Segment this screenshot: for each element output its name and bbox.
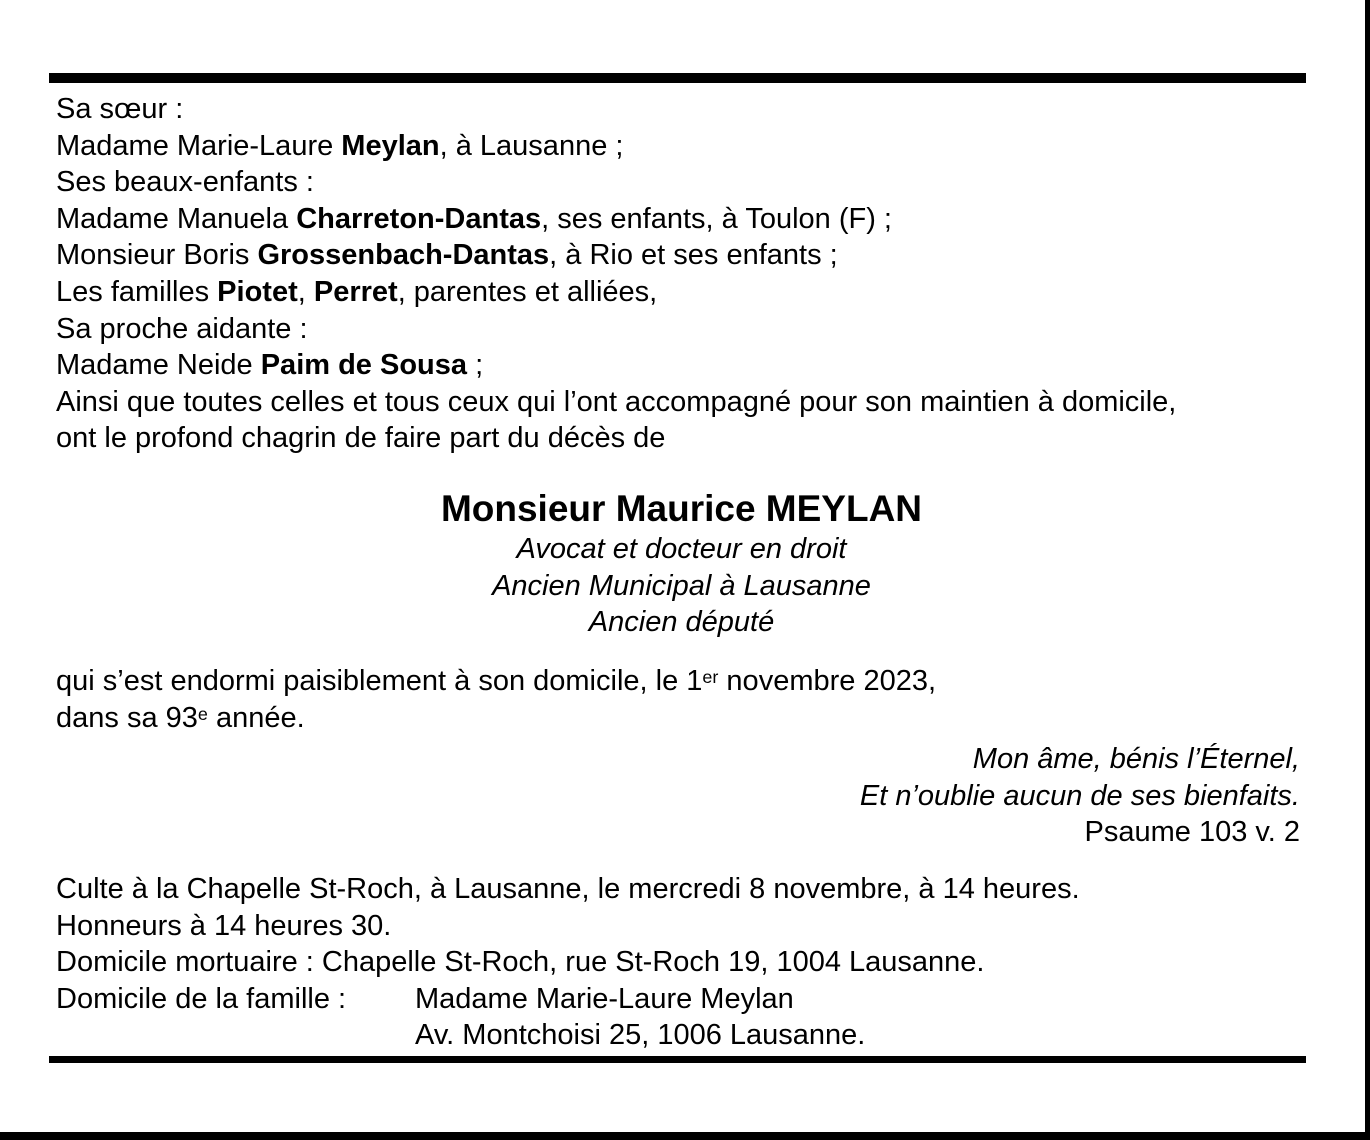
family-domicile-address-block (415, 981, 865, 1054)
family-line (56, 237, 1326, 274)
text-segment: Madame Neide (56, 349, 261, 382)
text-segment: , à Lausanne ; (439, 129, 624, 162)
deceased-titles-block (57, 531, 1306, 641)
ceremony-block (56, 871, 1326, 1054)
text-segment: Les familles (56, 275, 218, 308)
family-line (56, 384, 1326, 421)
death-line1-text: qui s’est endormi paisiblement à son domicile, le 1 (56, 665, 703, 697)
scan-border-right (1365, 0, 1370, 1140)
text-segment: , ses enfants, à Toulon (F) ; (541, 202, 892, 235)
text-segment: , (297, 275, 314, 308)
family-domicile-name: Madame Marie-Laure Meylan (415, 982, 794, 1015)
culte-line: Culte à la Chapelle St-Roch, à Lausanne, le mercredi 8 novembre, à 14 heures. (56, 873, 1080, 905)
text-segment: Ainsi que toutes celles et tous ceux qui l’ont accompagné pour son maintien à domicile, (56, 385, 1177, 418)
family-line (56, 201, 1326, 238)
family-line (56, 128, 1326, 165)
family-line (56, 420, 1326, 457)
superscript-e: e (197, 703, 208, 724)
surname-bold: Meylan (341, 129, 440, 162)
bottom-rule (49, 1056, 1306, 1063)
family-intro-block (56, 91, 1326, 457)
verse-line: Et n’oublie aucun de ses bienfaits. (859, 779, 1300, 812)
text-segment: Madame Marie-Laure (56, 129, 342, 162)
surname-bold: Paim de Sousa (260, 349, 468, 382)
verse-reference: Psaume 103 v. 2 (1084, 816, 1300, 849)
death-line2-suffix: année. (207, 701, 305, 734)
text-segment: Monsieur Boris (56, 239, 258, 272)
death-statement-line1 (56, 663, 1326, 700)
text-segment: Madame Manuela (56, 202, 297, 235)
family-line (56, 347, 1326, 384)
text-segment: Sa sœur : (56, 93, 184, 125)
mortuary-line: Domicile mortuaire : Chapelle St-Roch, rue St-Roch 19, 1004 Lausanne. (56, 946, 985, 979)
scan-border-bottom (0, 1132, 1370, 1140)
deceased-title-line: Ancien Municipal à Lausanne (492, 569, 871, 602)
verse-block (860, 741, 1300, 851)
death-line2-text: dans sa 93 (56, 701, 198, 734)
text-segment: ; (467, 349, 484, 382)
text-segment: , parentes et alliées, (397, 275, 658, 308)
text-segment: , à Rio et ses enfants ; (549, 239, 838, 272)
family-domicile-row (56, 981, 1326, 1054)
text-segment: ont le profond chagrin de faire part du décès de (56, 422, 666, 455)
top-rule (49, 73, 1306, 83)
deceased-title-line: Ancien député (588, 606, 775, 639)
verse-line: Mon âme, bénis l’Éternel, (972, 743, 1300, 775)
text-segment: Ses beaux-enfants : (56, 166, 314, 199)
honneurs-line: Honneurs à 14 heures 30. (56, 909, 392, 942)
deceased-title-line: Avocat et docteur en droit (516, 533, 847, 565)
family-line (56, 274, 1326, 311)
family-line (56, 91, 1326, 128)
surname-bold: Charreton-Dantas (296, 202, 542, 235)
death-statement-line2 (56, 700, 1326, 737)
family-line (56, 164, 1326, 201)
deceased-name-title: Monsieur Maurice MEYLAN (440, 488, 923, 529)
family-domicile-label: Domicile de la famille : (56, 982, 347, 1015)
text-segment: Sa proche aidante : (56, 312, 308, 345)
surname-bold: Grossenbach-Dantas (257, 239, 550, 272)
death-line1-suffix: novembre 2023, (718, 665, 937, 697)
superscript-er: er (702, 667, 719, 688)
family-domicile-address: Av. Montchoisi 25, 1006 Lausanne. (415, 1019, 866, 1052)
family-line (56, 311, 1326, 348)
surname-bold: Piotet (217, 275, 298, 308)
surname-bold: Perret (313, 275, 398, 308)
death-statement-block (56, 663, 1326, 736)
